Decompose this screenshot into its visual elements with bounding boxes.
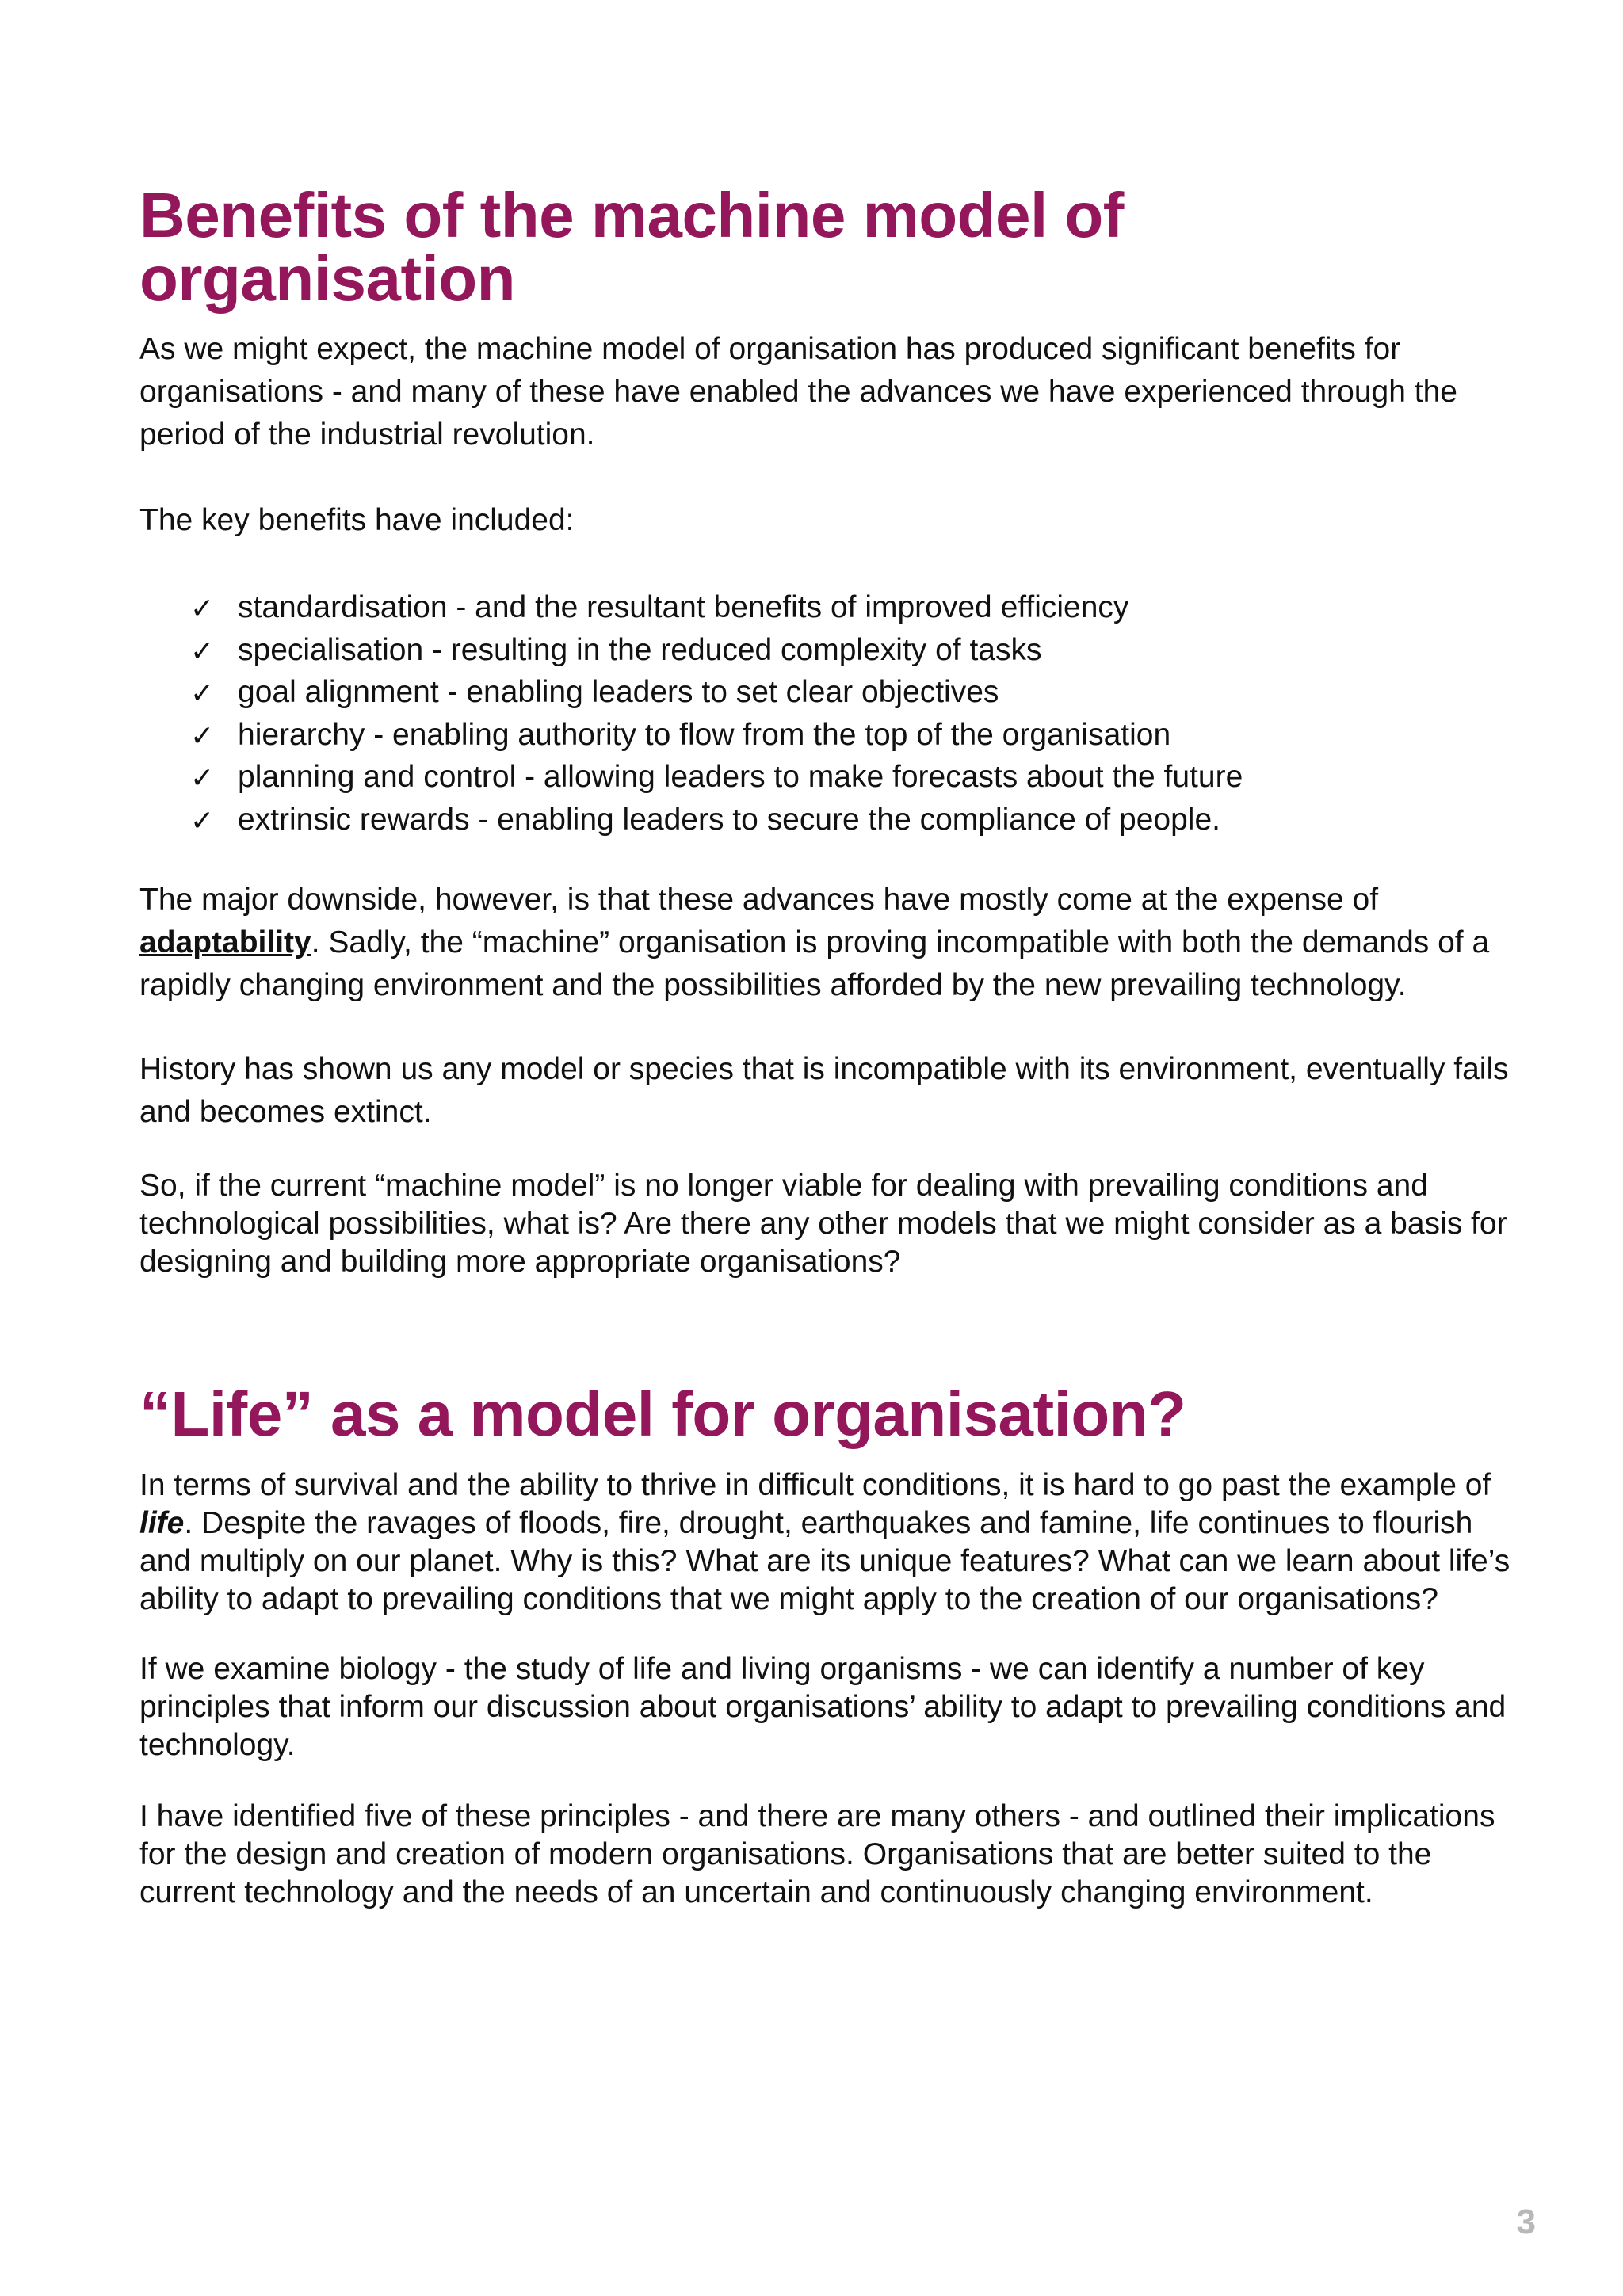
downside-paragraph (139, 879, 1518, 1007)
question-paragraph: So, if the current “machine model” is no longer viable for dealing with prevailing conditions and technological possibilities, what is? Are there any other models that we might consider as a basis for designing and building more appropriate organisations? (139, 1169, 1507, 1279)
principles-paragraph: I have identified five of these principles - and there are many others - and outlined their implications for the design and creation of modern organisations. Organisations that are better suited to the current technology and the needs of an uncertain and continuously changing environment. (139, 1799, 1495, 1909)
list-item (190, 714, 1518, 757)
checkmark-icon: ✓ (190, 719, 215, 753)
list-item (190, 756, 1518, 799)
benefits-checklist (139, 586, 1518, 841)
list-item (190, 799, 1518, 841)
downside-text-start: The major downside, however, is that these advances have mostly come at the expense of (139, 883, 1379, 917)
adaptability-emphasis: adaptability (139, 925, 311, 959)
key-benefits-lead: The key benefits have included: (139, 503, 575, 537)
list-item-text: goal alignment - enabling leaders to set clear objectives (238, 675, 999, 709)
checkmark-icon: ✓ (190, 762, 215, 795)
intro-paragraph: As we might expect, the machine model of organisation has produced significant benefits for organisations - and many of these have enabled the advances we have experienced through the period of the industrial revolution. (139, 332, 1457, 452)
survival-paragraph (139, 1466, 1518, 1619)
history-paragraph: History has shown us any model or species that is incompatible with its environment, eventually fails and becomes extinct. (139, 1052, 1509, 1129)
section-heading-life: “Life” as a model for organisation? (139, 1379, 1186, 1449)
page-number: 3 (1516, 2203, 1536, 2241)
list-item (190, 586, 1518, 629)
heading-line-2: organisation (139, 243, 516, 314)
list-item (190, 629, 1518, 672)
checkmark-icon: ✓ (190, 804, 215, 837)
list-item (190, 671, 1518, 714)
survival-text-end: . Despite the ravages of floods, fire, drought, earthquakes and famine, life continues to flourish and multiply on our planet. Why is this? What are its unique features? What can we learn about life’s ability to adapt to prevailing conditions that we might apply to the creation of our organisations? (139, 1506, 1510, 1616)
section-heading-benefits (139, 180, 1518, 314)
list-item-text: planning and control - allowing leaders to make forecasts about the future (238, 760, 1243, 794)
checkmark-icon: ✓ (190, 635, 215, 668)
page-content (139, 180, 1518, 1912)
downside-text-end: . Sadly, the “machine” organisation is proving incompatible with both the demands of a rapidly changing environment and the possibilities afforded by the new prevailing technology. (139, 925, 1490, 1002)
list-item-text: hierarchy - enabling authority to flow from the top of the organisation (238, 717, 1171, 752)
survival-text-start: In terms of survival and the ability to thrive in difficult conditions, it is hard to go past the example of (139, 1468, 1491, 1502)
heading-line-1: Benefits of the machine model of (139, 180, 1124, 250)
checkmark-icon: ✓ (190, 593, 215, 625)
checkmark-icon: ✓ (190, 677, 215, 710)
biology-paragraph: If we examine biology - the study of life and living organisms - we can identify a number of key principles that inform our discussion about organisations’ ability to adapt to prevailing conditions and technology. (139, 1652, 1507, 1762)
list-item-text: extrinsic rewards - enabling leaders to secure the compliance of people. (238, 802, 1221, 837)
life-emphasis: life (139, 1506, 185, 1540)
list-item-text: standardisation - and the resultant benefits of improved efficiency (238, 590, 1129, 624)
list-item-text: specialisation - resulting in the reduced complexity of tasks (238, 632, 1042, 667)
